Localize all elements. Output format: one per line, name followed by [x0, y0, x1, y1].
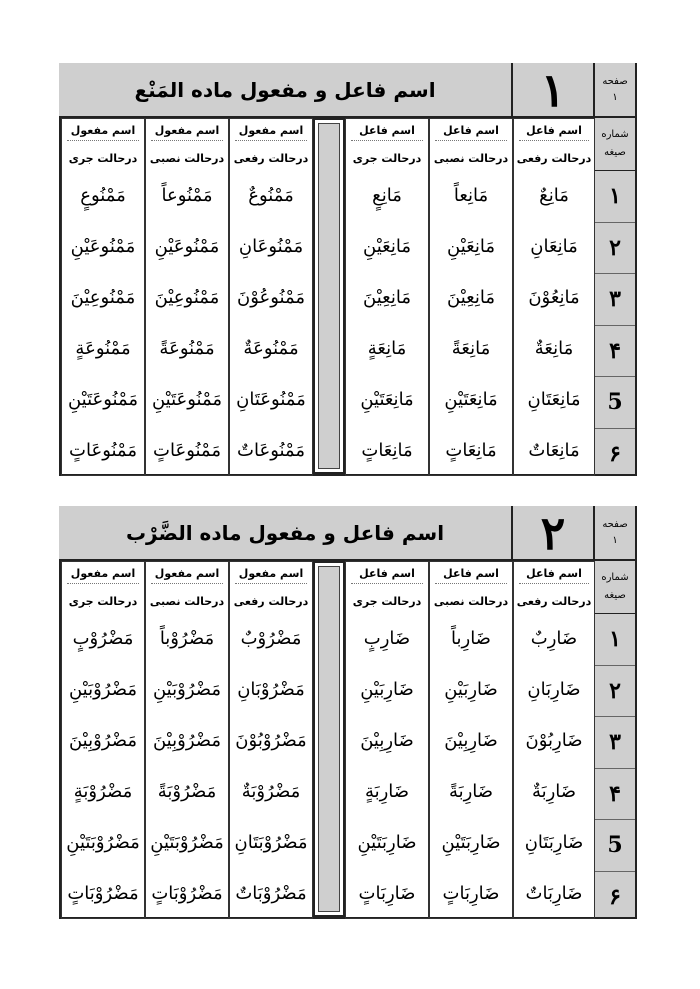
column-cells	[145, 613, 229, 919]
column-header-line1: اسم مفعول	[235, 567, 307, 584]
table-cell: مَضْرُوْبَةٌ	[241, 781, 301, 802]
table-cell: مَمْنُوعَتَيْنِ	[151, 389, 223, 410]
column-header-line2: درحالت نصبی	[433, 151, 509, 165]
column-header-line2: درحالت رفعی	[516, 151, 592, 165]
column-header-line2: درحالت نصبی	[433, 594, 509, 608]
row-number: ۱	[595, 614, 635, 666]
table-cell: مَمْنُوعَةٌ	[243, 338, 299, 359]
table-cell: مَانِعَةٍ	[367, 338, 407, 359]
table-cell: مَمْنُوعِيْنَ	[70, 287, 136, 308]
table-cell: مَضْرُوْبَةٍ	[73, 781, 133, 802]
column-header	[61, 561, 145, 613]
column-header-line2: درحالت جری	[68, 151, 138, 165]
table-number: ۱	[513, 63, 595, 118]
table-cell: مَمْنُوعَتَانِ	[236, 389, 306, 410]
column-cells	[429, 170, 513, 476]
column-header	[513, 561, 595, 613]
table-cell: ضَارِبَتَيْنِ	[441, 832, 501, 853]
table-cell: مَانِعاً	[453, 185, 489, 206]
table-cell: ضَارِبَيْنِ	[444, 679, 498, 700]
row-number: 5	[595, 820, 635, 872]
table-cell: ضَارِبِيْنَ	[444, 730, 498, 751]
column-cells	[61, 170, 145, 476]
column-header	[513, 118, 595, 170]
column-header-line1: اسم فاعل	[435, 124, 507, 141]
column-header-line2: درحالت نصبی	[149, 151, 225, 165]
table-cell: مَانِعَةً	[451, 338, 491, 359]
column-header	[229, 118, 313, 170]
row-number: ۳	[595, 274, 635, 326]
table-cell: مَمْنُوعٌ	[248, 185, 294, 206]
table-cell: مَانِعٍ	[372, 185, 402, 206]
column-header-line1: اسم فاعل	[519, 124, 590, 141]
table-cell: مَضْرُوْبَيْنِ	[68, 679, 138, 700]
column-header	[429, 561, 513, 613]
column-header-line1: اسم فاعل	[351, 567, 423, 584]
column-header-line2: درحالت جری	[68, 594, 138, 608]
row-number: ۶	[609, 440, 621, 467]
row-number-header	[595, 118, 635, 171]
row-number: 5	[595, 377, 635, 429]
table-cell: مَانِعَاتٌ	[528, 440, 580, 461]
page-label: صفحه	[602, 75, 628, 87]
column-header	[345, 561, 429, 613]
column-header	[345, 118, 429, 170]
column-cells	[429, 613, 513, 919]
table-cell: ضَارِبَتَانِ	[524, 832, 584, 853]
row-number: ۳	[595, 717, 635, 769]
column-header-line1: اسم فاعل	[351, 124, 423, 141]
column-header-line2: درحالت جری	[352, 151, 422, 165]
table-cell: مَمْنُوعَاتٍ	[153, 440, 221, 461]
table-cell: مَضْرُوْبِيْنَ	[68, 730, 138, 751]
row-header-sub: صیغه	[604, 590, 626, 601]
row-header-label: شماره	[601, 129, 629, 140]
table-cell: مَمْنُوعَاتٍ	[69, 440, 137, 461]
column-header-line1: اسم مفعول	[67, 567, 139, 584]
page-label-box	[595, 506, 635, 561]
table-number: ۲	[513, 506, 595, 561]
row-number: ۴	[595, 769, 635, 821]
column-cells	[229, 170, 313, 476]
table-cell: ضَارِبٌ	[530, 628, 578, 649]
table-cell: مَمْنُوعاً	[161, 185, 213, 206]
table-cell: مَضْرُوْبَةً	[157, 781, 217, 802]
row-number: ۴	[595, 326, 635, 378]
column-cells	[61, 613, 145, 919]
column-header	[229, 561, 313, 613]
column-header-line2: درحالت رفعی	[233, 594, 309, 608]
row-number: ۲	[595, 223, 635, 275]
table-cell: ضَارِبٍ	[363, 628, 411, 649]
column-cells	[345, 613, 429, 919]
column-header-line1: اسم فاعل	[435, 567, 507, 584]
table-cell: مَانِعٌ	[539, 185, 569, 206]
row-number: ۲	[595, 666, 635, 718]
table-cell: مَضْرُوْبٍ	[72, 628, 134, 649]
table-cell: مَانِعَيْنِ	[447, 236, 495, 257]
column-header-line1: اسم فاعل	[519, 567, 590, 584]
table-cell: مَضْرُوْبَاتٌ	[235, 883, 307, 904]
table-cell: ضَارِبَةٌ	[531, 781, 577, 802]
page-number: ۱	[612, 91, 618, 103]
table-cell: مَضْرُوْبُوْنَ	[235, 730, 307, 751]
column-header-line1: اسم مفعول	[151, 124, 223, 141]
table-cell: مَانِعَتَانِ	[527, 389, 581, 410]
table-cell: مَضْرُوْباً	[159, 628, 215, 649]
row-number: ۱	[595, 171, 635, 223]
table-cell: ضَارِبَةٍ	[364, 781, 410, 802]
table-cell: مَمْنُوعَةً	[159, 338, 215, 359]
table-cell: ضَارِبِيْنَ	[360, 730, 414, 751]
column-header-line2: درحالت نصبی	[149, 594, 225, 608]
table-cell: ضَارِبَةً	[448, 781, 494, 802]
column-cells	[513, 613, 595, 919]
column-header	[145, 561, 229, 613]
table-cell: مَانِعَتَيْنِ	[360, 389, 414, 410]
table-cell: ضَارِبَتَيْنِ	[357, 832, 417, 853]
column-header-line2: درحالت رفعی	[516, 594, 592, 608]
table-cell: مَانِعَةٌ	[534, 338, 574, 359]
table-cell: ضَارِبَانِ	[527, 679, 581, 700]
table-cell: مَضْرُوْبَيْنِ	[152, 679, 222, 700]
table-cell: مَانِعِيْنَ	[363, 287, 411, 308]
table-cell: مَمْنُوعَتَيْنِ	[67, 389, 139, 410]
column-header	[61, 118, 145, 170]
table-cell: ضَارِبَيْنِ	[360, 679, 414, 700]
column-header	[429, 118, 513, 170]
table-cell: مَضْرُوْبَتَيْنِ	[150, 832, 224, 853]
table-title: اسم فاعل و مفعول ماده المَنْع	[59, 63, 513, 118]
table-cell: ضَارِبَاتٌ	[525, 883, 583, 904]
table-cell: مَمْنُوعَانِ	[238, 236, 304, 257]
column-cells	[513, 170, 595, 476]
table-title: اسم فاعل و مفعول ماده الضَّرْب	[59, 506, 513, 561]
table-cell: مَضْرُوْبَاتٍ	[67, 883, 139, 904]
column-divider	[313, 118, 345, 474]
table-cell: مَضْرُوْبَاتٍ	[151, 883, 223, 904]
column-header	[145, 118, 229, 170]
table-cell: ضَارِباً	[451, 628, 491, 649]
column-cells	[229, 613, 313, 919]
table-cell: مَضْرُوْبِيْنَ	[152, 730, 222, 751]
page-label-box	[595, 63, 635, 118]
table-cell: مَمْنُوعَةٍ	[75, 338, 131, 359]
column-header-line1: اسم مفعول	[235, 124, 307, 141]
table-cell: ضَارِبَاتٍ	[442, 883, 500, 904]
table-cell: مَمْنُوعَيْنِ	[70, 236, 136, 257]
row-number-column	[595, 118, 635, 474]
column-divider	[313, 561, 345, 917]
row-number-header	[595, 561, 635, 614]
table-cell: مَانِعَتَيْنِ	[444, 389, 498, 410]
column-header-line1: اسم مفعول	[67, 124, 139, 141]
row-number-column	[595, 561, 635, 917]
column-header-line2: درحالت رفعی	[233, 151, 309, 165]
table-cell: مَمْنُوعُوْنَ	[236, 287, 306, 308]
column-header-line2: درحالت جری	[352, 594, 422, 608]
table-cell: مَانِعُوْنَ	[528, 287, 580, 308]
table-cell: مَضْرُوْبٌ	[240, 628, 302, 649]
table-cell: مَمْنُوعَيْنِ	[154, 236, 220, 257]
row-header-sub: صیغه	[604, 147, 626, 158]
column-header-line1: اسم مفعول	[151, 567, 223, 584]
column-cells	[145, 170, 229, 476]
page-label: صفحه	[602, 518, 628, 530]
row-header-label: شماره	[601, 572, 629, 583]
table-cell: مَانِعَانِ	[530, 236, 578, 257]
table-cell: مَمْنُوعِيْنَ	[154, 287, 220, 308]
table-cell: مَانِعَيْنِ	[363, 236, 411, 257]
table-cell: ضَارِبَاتٍ	[358, 883, 416, 904]
row-number: ۶	[609, 883, 621, 910]
table-cell: مَضْرُوْبَانِ	[237, 679, 305, 700]
table-cell: مَضْرُوْبَتَيْنِ	[66, 832, 140, 853]
table-cell: مَانِعَاتٍ	[445, 440, 497, 461]
table-cell: ضَارِبُوْنَ	[525, 730, 583, 751]
table-cell: مَانِعَاتٍ	[361, 440, 413, 461]
page-number: ۱	[612, 534, 618, 546]
table-cell: مَمْنُوعَاتٌ	[237, 440, 305, 461]
table-cell: مَمْنُوعٍ	[80, 185, 126, 206]
column-cells	[345, 170, 429, 476]
table-cell: مَضْرُوْبَتَانِ	[234, 832, 308, 853]
table-cell: مَانِعِيْنَ	[447, 287, 495, 308]
